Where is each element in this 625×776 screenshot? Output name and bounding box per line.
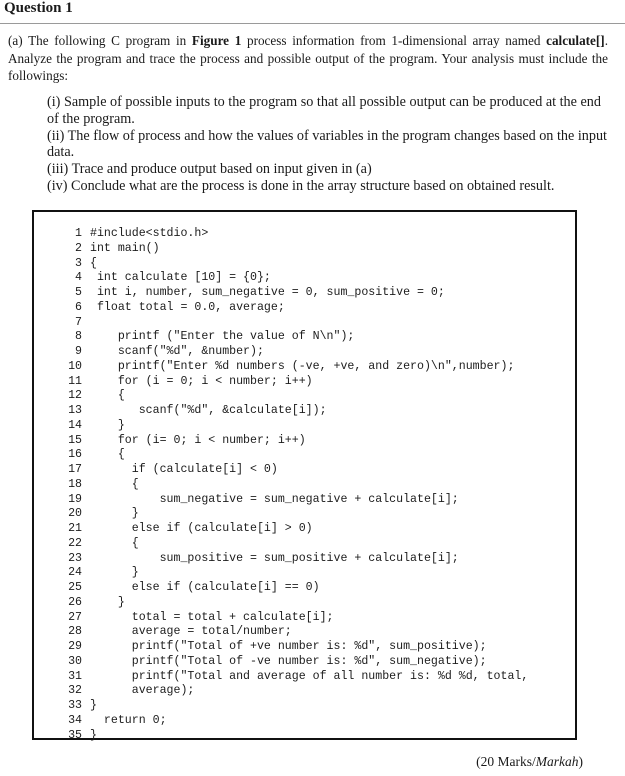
code-line: [62, 536, 139, 551]
code-line: [62, 492, 459, 507]
code-line-text: else if (calculate[i] > 0): [90, 522, 313, 535]
code-line-text: average);: [90, 684, 195, 698]
task-item-i: (i) Sample of possible inputs to the program so that all possible output can be produced at the end of the program.: [47, 94, 601, 127]
code-line-text: {: [90, 448, 125, 462]
code-line-number: 32: [68, 684, 82, 698]
task-item-iv: (iv) Conclude what are the process is done in the array structure based on obtained result.: [47, 177, 555, 194]
code-line: [62, 624, 292, 639]
code-line: [62, 403, 327, 418]
code-line-text: scanf("%d", &calculate[i]);: [90, 404, 327, 417]
code-line-text: }: [90, 728, 97, 742]
code-line-text: int main(): [90, 241, 160, 255]
code-line-text: {: [90, 389, 125, 403]
code-line-text: }: [90, 595, 125, 609]
code-line-text: printf("Total and average of all number is: %d %d, total,: [90, 669, 529, 683]
code-line: [62, 285, 445, 300]
code-line-text: scanf("%d", &number);: [90, 345, 264, 358]
code-line-number: 17: [68, 463, 82, 476]
code-line: [62, 477, 139, 492]
code-line: [62, 595, 125, 610]
code-line: [62, 344, 264, 359]
code-line: [62, 551, 459, 566]
code-line: [62, 433, 306, 448]
marks-suffix: ): [578, 754, 583, 769]
code-line-number: 11: [68, 374, 82, 388]
code-line: [62, 669, 528, 684]
code-line-number: 14: [68, 418, 82, 432]
code-line-number: 27: [68, 610, 82, 624]
code-line-text: #include<stdio.h>: [90, 227, 209, 240]
code-line-number: 5: [75, 286, 82, 299]
code-line-text: }: [90, 418, 125, 432]
intro-text-1: (a) The following C program in: [8, 33, 192, 48]
code-line: [62, 565, 139, 580]
code-line-number: 21: [68, 522, 82, 535]
code-line: [62, 226, 208, 241]
code-line-number: 8: [75, 330, 82, 344]
code-line-number: 10: [68, 359, 82, 373]
code-line-number: 26: [68, 595, 82, 609]
code-line-number: 30: [68, 654, 82, 668]
code-line: [62, 683, 194, 698]
intro-text-3: . Analyze the program and trace the process and possible output of the program. Your analysis must include the followings:: [8, 33, 608, 83]
code-line-text: sum_positive = sum_positive + calculate[i];: [90, 551, 459, 565]
code-line: [62, 315, 90, 330]
code-line-text: else if (calculate[i] == 0): [90, 581, 320, 594]
code-line: [62, 388, 125, 403]
code-line-number: 6: [75, 300, 82, 314]
code-line: [62, 374, 313, 389]
marks-label: [476, 754, 583, 770]
code-line-number: 19: [68, 492, 82, 506]
code-line-number: 29: [68, 640, 82, 653]
code-line: [62, 639, 487, 654]
code-line: [62, 256, 97, 271]
code-line-text: if (calculate[i] < 0): [90, 463, 278, 476]
code-line: [62, 713, 167, 728]
code-line-number: 23: [68, 551, 82, 565]
code-line-number: 35: [68, 728, 82, 742]
code-line-text: printf ("Enter the value of N\n");: [90, 330, 355, 344]
code-line: [62, 447, 125, 462]
code-line-number: 20: [68, 507, 82, 521]
code-line: [62, 610, 334, 625]
code-line-number: 13: [68, 404, 82, 417]
code-line: [62, 728, 97, 743]
code-line-number: 33: [68, 699, 82, 712]
code-line: [62, 418, 125, 433]
code-line-text: float total = 0.0, average;: [90, 300, 285, 314]
code-line: [62, 698, 97, 713]
code-line: [62, 329, 354, 344]
code-line-text: {: [90, 256, 97, 270]
code-line: [62, 462, 278, 477]
code-line-text: for (i= 0; i < number; i++): [90, 433, 306, 447]
code-line-number: 24: [68, 566, 82, 580]
code-line: [62, 300, 285, 315]
code-line-text: printf("Total of +ve number is: %d", sum_positive);: [90, 640, 487, 653]
code-line-text: printf("Total of -ve number is: %d", sum_negative);: [90, 654, 487, 668]
code-line-text: int i, number, sum_negative = 0, sum_positive = 0;: [90, 286, 445, 299]
code-line-text: int calculate [10] = {0};: [90, 271, 271, 285]
code-line-text: sum_negative = sum_negative + calculate[i];: [90, 492, 459, 506]
code-line-text: total = total + calculate[i];: [90, 610, 334, 624]
task-item-iii: (iii) Trace and produce output based on input given in (a): [47, 161, 372, 178]
code-listing-figure: [32, 210, 577, 740]
code-line-number: 22: [68, 536, 82, 550]
code-line-text: printf("Enter %d numbers (-ve, +ve, and zero)\n",number);: [90, 359, 515, 373]
code-line: [62, 359, 514, 374]
code-line-text: }: [90, 507, 139, 521]
code-line-number: 15: [68, 433, 82, 447]
intro-array-name: calculate[]: [546, 33, 605, 48]
code-line-number: 16: [68, 448, 82, 462]
code-line-text: return 0;: [90, 713, 167, 727]
code-line-number: 28: [68, 625, 82, 639]
code-line: [62, 506, 139, 521]
question-intro: [8, 32, 608, 85]
code-line-text: for (i = 0; i < number; i++): [90, 374, 313, 388]
code-line-number: 1: [75, 227, 82, 240]
code-line: [62, 270, 271, 285]
code-line-number: 12: [68, 389, 82, 403]
code-line-number: 4: [75, 271, 82, 285]
code-line-number: 9: [75, 345, 82, 358]
code-line-number: 25: [68, 581, 82, 594]
title-divider: [0, 23, 625, 24]
code-line-number: 2: [75, 241, 82, 255]
code-line-number: 31: [68, 669, 82, 683]
intro-figure-ref: Figure 1: [191, 33, 242, 48]
code-line-text: {: [90, 477, 139, 491]
code-line: [62, 580, 320, 595]
code-line: [62, 521, 313, 536]
question-title: Question 1: [4, 0, 73, 16]
task-list: [47, 94, 607, 195]
code-line-text: }: [90, 699, 97, 712]
code-line-text: {: [90, 536, 139, 550]
task-item-ii: (ii) The flow of process and how the values of variables in the program changes based on the input data.: [47, 127, 607, 161]
code-line-number: 7: [75, 315, 82, 329]
marks-malay: Markah: [535, 754, 579, 769]
marks-prefix: (20 Marks/: [476, 754, 536, 769]
intro-text-2: process information from 1-dimensional array named: [241, 33, 547, 48]
code-line-text: average = total/number;: [90, 625, 292, 639]
code-line-number: 18: [68, 477, 82, 491]
code-line: [62, 654, 487, 669]
code-line-number: 3: [75, 256, 82, 270]
code-line: [62, 241, 160, 256]
code-line-number: 34: [68, 713, 82, 727]
code-line-text: }: [90, 566, 139, 580]
